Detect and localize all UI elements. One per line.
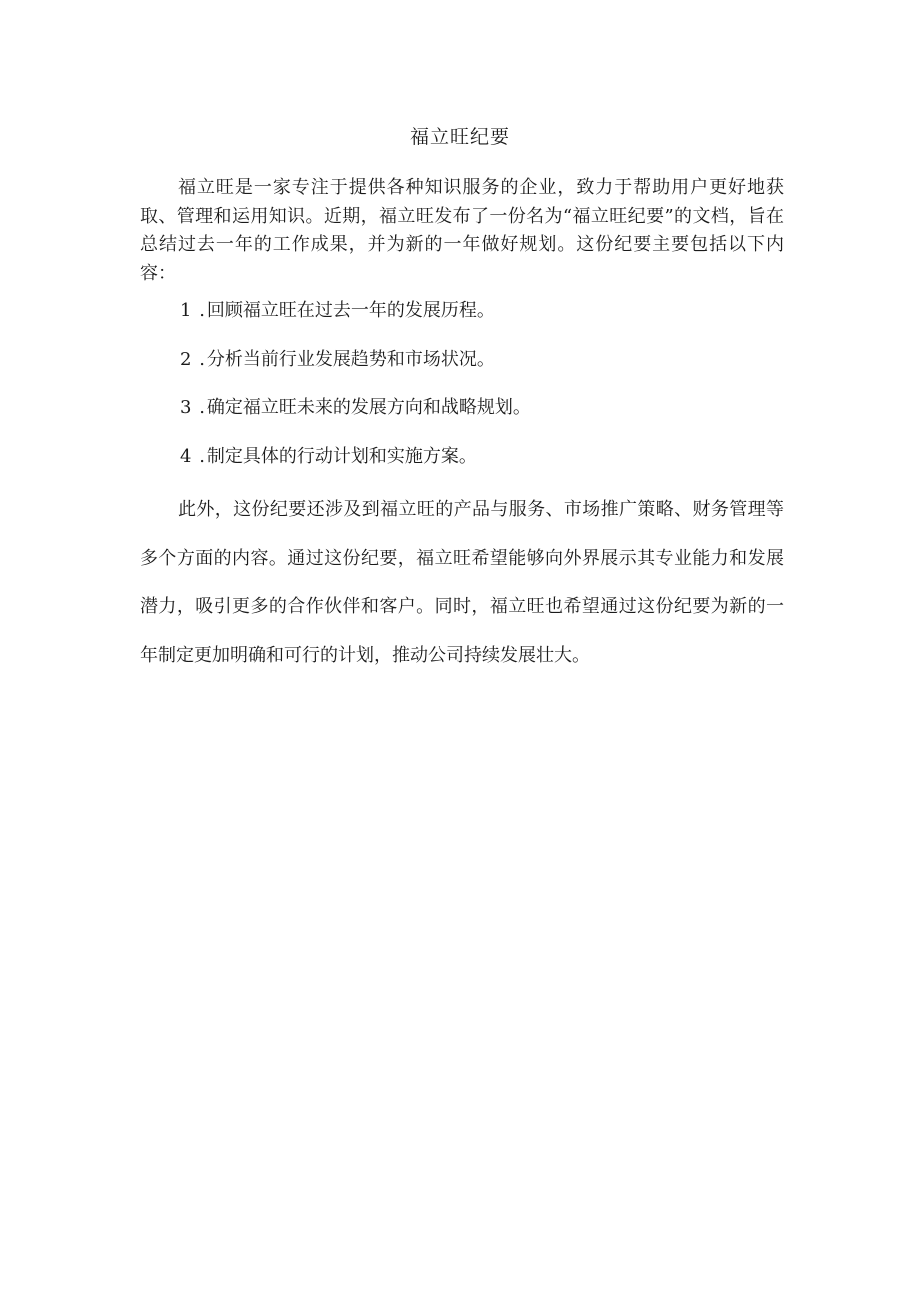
list-item-number: 3 — [180, 397, 194, 418]
list-item — [180, 297, 780, 346]
list-item-number: 4 — [180, 445, 194, 467]
list-item-text: 确定福立旺未来的发展方向和战略规划。 — [206, 397, 531, 418]
list-item-separator: . — [199, 397, 207, 418]
list-item — [180, 346, 780, 395]
list-item-number: 1 — [180, 300, 194, 321]
intro-paragraph: 福立旺是一家专注于提供各种知识服务的企业，致力于帮助用户更好地获取、管理和运用知识。近期，福立旺发布了一份名为“福立旺纪要”的文档，旨在总结过去一年的工作成果，并为新的一年做好规划。这份纪要主要包括以下内容： — [140, 177, 784, 284]
list-item-separator: . — [199, 348, 207, 370]
list-item-number: 2 — [180, 348, 194, 370]
closing-paragraph: 此外，这份纪要还涉及到福立旺的产品与服务、市场推广策略、财务管理等多个方面的内容。通过这份纪要，福立旺希望能够向外界展示其专业能力和发展潜力，吸引更多的合作伙伴和客户。同时，福立旺也希望通过这份纪要为新的一年制定更加明确和可行的计划，推动公司持续发展壮大。 — [140, 499, 784, 666]
list-item-separator: . — [199, 445, 207, 467]
document-title: 福立旺纪要 — [409, 126, 510, 148]
list-item-separator: . — [199, 300, 207, 321]
list-item — [180, 443, 780, 492]
list-item-text: 分析当前行业发展趋势和市场状况。 — [206, 348, 495, 370]
list-item — [180, 394, 780, 443]
list-item-text: 制定具体的行动计划和实施方案。 — [206, 445, 477, 467]
list-item-text: 回顾福立旺在过去一年的发展历程。 — [206, 300, 495, 321]
numbered-list — [180, 297, 780, 491]
